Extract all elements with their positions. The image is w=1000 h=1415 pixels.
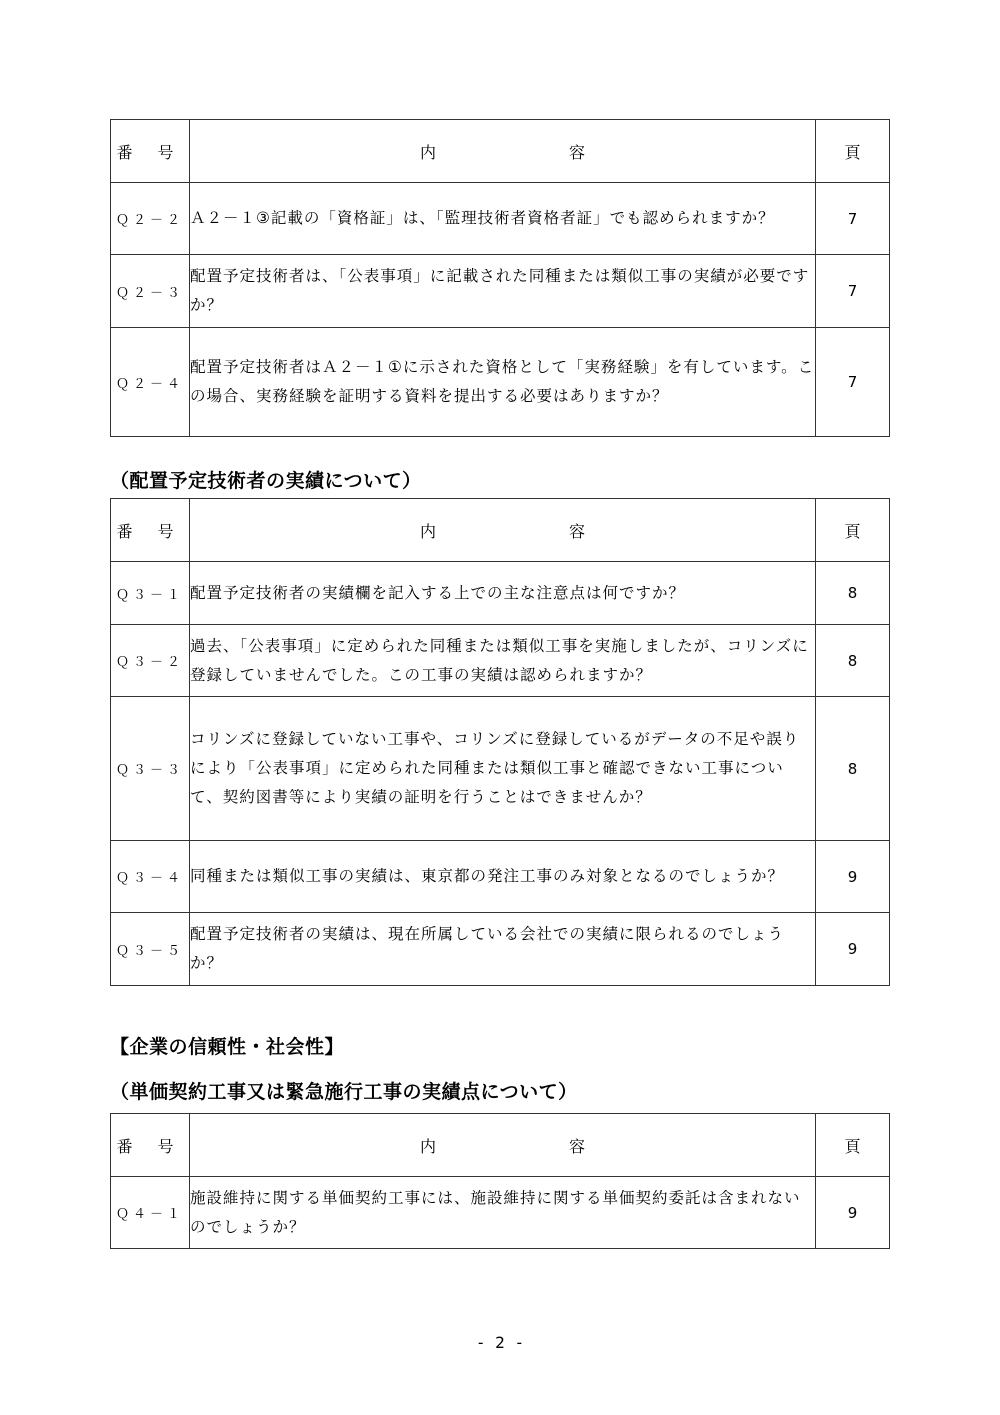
- header-page: 頁: [816, 120, 890, 183]
- question-text: 過去、「公表事項」に定められた同種または類似工事を実施しましたが、コリンズに登録していませんでした。この工事の実績は認められますか？: [190, 625, 816, 697]
- page-ref: 9: [816, 913, 890, 986]
- qa-table-2: [110, 498, 890, 986]
- question-text: 配置予定技術者の実績欄を記入する上での主な注意点は何ですか？: [190, 562, 816, 625]
- table-row: [111, 562, 890, 625]
- question-number: Ｑ２－２: [111, 183, 190, 255]
- page-number: - 2 -: [475, 1333, 525, 1352]
- table-row: [111, 625, 890, 697]
- question-text: コリンズに登録していない工事や、コリンズに登録しているがデータの不足や誤りにより「公表事項」に定められた同種または類似工事と確認できない工事について、契約図書等により実績の証明を行うことはできませんか？: [190, 697, 816, 841]
- table-header-row: [111, 120, 890, 183]
- question-text: 施設維持に関する単価契約工事には、施設維持に関する単価契約委託は含まれないのでしょうか？: [190, 1177, 816, 1249]
- page-ref: 8: [816, 562, 890, 625]
- question-text: 配置予定技術者の実績は、現在所属している会社での実績に限られるのでしょうか？: [190, 913, 816, 986]
- table-header-row: [111, 1114, 890, 1177]
- page-ref: 7: [816, 255, 890, 328]
- question-text: 同種または類似工事の実績は、東京都の発注工事のみ対象となるのでしょうか？: [190, 841, 816, 913]
- question-number: Ｑ２－４: [111, 328, 190, 437]
- section-title-unit-price-contract: （単価契約工事又は緊急施行工事の実績点について）: [110, 1081, 578, 1103]
- qa-table-3: [110, 1113, 890, 1249]
- page-ref: 7: [816, 328, 890, 437]
- header-number: 番 号: [111, 120, 190, 183]
- page-ref: 9: [816, 841, 890, 913]
- section-title-reliability: 【企業の信頼性・社会性】: [110, 1036, 345, 1058]
- table-row: [111, 255, 890, 328]
- table-row: [111, 841, 890, 913]
- page-ref: 8: [816, 697, 890, 841]
- section-title-staff-record: （配置予定技術者の実績について）: [110, 470, 422, 492]
- table-header-row: [111, 499, 890, 562]
- table-row: [111, 183, 890, 255]
- question-number: Ｑ４－１: [111, 1177, 190, 1249]
- question-number: Ｑ３－１: [111, 562, 190, 625]
- question-number: Ｑ２－３: [111, 255, 190, 328]
- header-number: 番 号: [111, 499, 190, 562]
- question-number: Ｑ３－２: [111, 625, 190, 697]
- header-page: 頁: [816, 499, 890, 562]
- page-ref: 7: [816, 183, 890, 255]
- header-number: 番 号: [111, 1114, 190, 1177]
- header-page: 頁: [816, 1114, 890, 1177]
- table-row: [111, 328, 890, 437]
- header-content: 内 容: [190, 120, 816, 183]
- qa-table-1: [110, 119, 890, 437]
- question-text: 配置予定技術者は、「公表事項」に記載された同種または類似工事の実績が必要ですか？: [190, 255, 816, 328]
- question-text: Ａ２－１③記載の「資格証」は、「監理技術者資格者証」でも認められますか？: [190, 183, 816, 255]
- header-content: 内 容: [190, 499, 816, 562]
- question-number: Ｑ３－４: [111, 841, 190, 913]
- page-ref: 9: [816, 1177, 890, 1249]
- question-number: Ｑ３－３: [111, 697, 190, 841]
- table-row: [111, 697, 890, 841]
- header-content: 内 容: [190, 1114, 816, 1177]
- table-row: [111, 913, 890, 986]
- question-text: 配置予定技術者はＡ２－１①に示された資格として「実務経験」を有しています。この場合、実務経験を証明する資料を提出する必要はありますか？: [190, 328, 816, 437]
- page-ref: 8: [816, 625, 890, 697]
- question-number: Ｑ３－５: [111, 913, 190, 986]
- table-row: [111, 1177, 890, 1249]
